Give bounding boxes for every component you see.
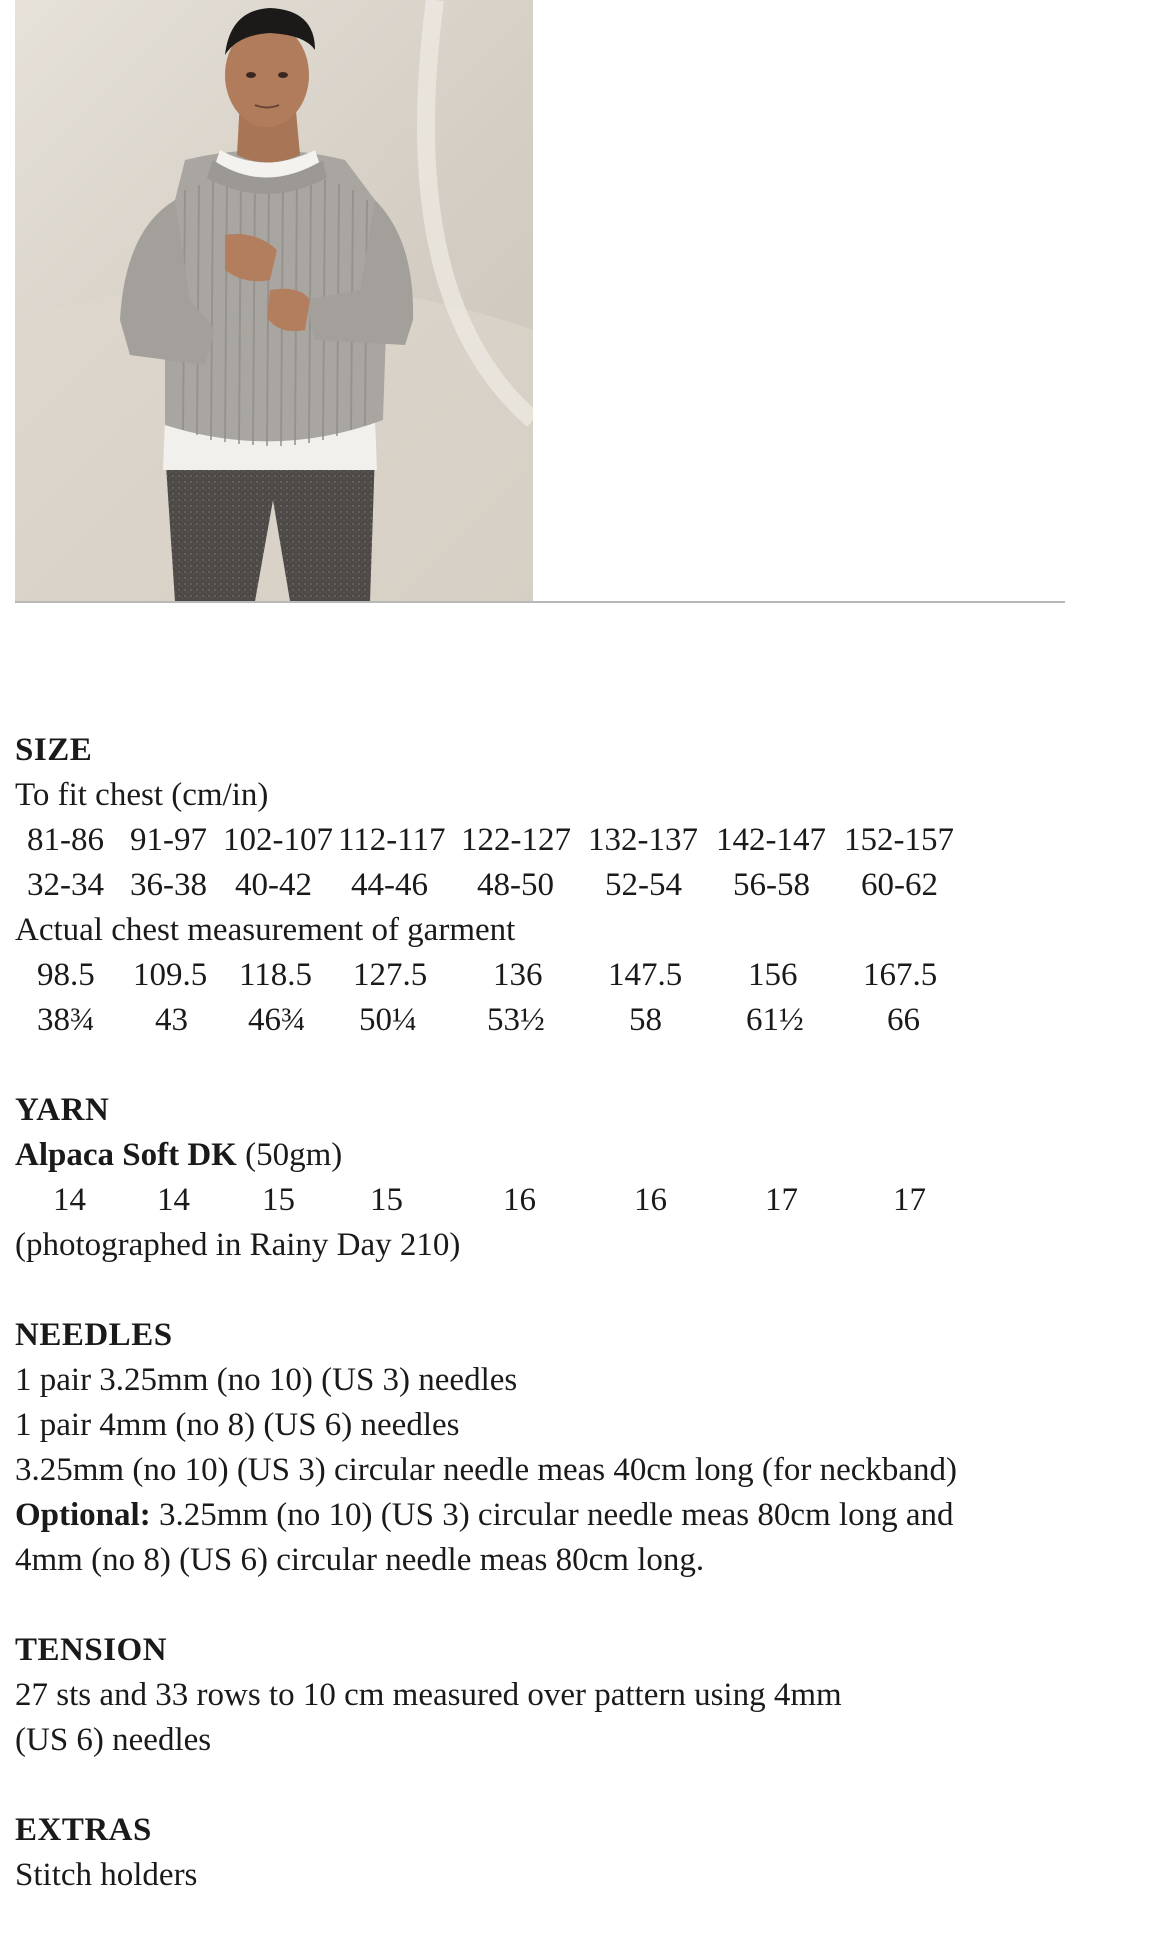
tension-line: (US 6) needles bbox=[15, 1722, 212, 1758]
needles-heading: NEEDLES bbox=[15, 1317, 173, 1353]
actual-cm-row bbox=[15, 953, 1135, 998]
yarn-photographed: (photographed in Rainy Day 210) bbox=[15, 1227, 461, 1263]
actual-in-cell: 46¾ bbox=[248, 1002, 306, 1038]
yarn-balls-cell: 14 bbox=[53, 1182, 86, 1218]
to-fit-in-cell: 52-54 bbox=[605, 867, 682, 903]
tension-heading: TENSION bbox=[15, 1632, 168, 1668]
yarn-name: Alpaca Soft DK bbox=[15, 1137, 237, 1173]
to-fit-in-cell: 32-34 bbox=[27, 867, 104, 903]
to-fit-in-cell: 56-58 bbox=[733, 867, 810, 903]
to-fit-cm-cell: 102-107 bbox=[223, 822, 333, 858]
actual-cm-cell: 147.5 bbox=[608, 957, 683, 993]
yarn-weight: (50gm) bbox=[245, 1137, 343, 1173]
actual-cm-cell: 127.5 bbox=[353, 957, 428, 993]
needles-optional-line bbox=[15, 1493, 1135, 1538]
actual-in-cell: 58 bbox=[629, 1002, 662, 1038]
actual-in-cell: 38¾ bbox=[37, 1002, 95, 1038]
actual-cm-cell: 167.5 bbox=[863, 957, 938, 993]
divider-rule bbox=[15, 601, 1065, 603]
to-fit-cm-cell: 91-97 bbox=[130, 822, 207, 858]
yarn-balls-row bbox=[15, 1178, 1135, 1223]
needles-line: 1 pair 4mm (no 8) (US 6) needles bbox=[15, 1407, 460, 1443]
to-fit-in-cell: 36-38 bbox=[130, 867, 207, 903]
actual-in-cell: 53½ bbox=[487, 1002, 545, 1038]
actual-in-cell: 61½ bbox=[746, 1002, 804, 1038]
actual-cm-cell: 156 bbox=[748, 957, 798, 993]
size-heading: SIZE bbox=[15, 732, 93, 768]
yarn-balls-cell: 16 bbox=[503, 1182, 536, 1218]
actual-in-cell: 66 bbox=[887, 1002, 920, 1038]
to-fit-label: To fit chest (cm/in) bbox=[15, 777, 269, 813]
to-fit-cm-cell: 142-147 bbox=[716, 822, 826, 858]
pattern-info bbox=[15, 728, 1135, 1898]
yarn-balls-cell: 15 bbox=[262, 1182, 295, 1218]
actual-in-cell: 43 bbox=[155, 1002, 188, 1038]
actual-cm-cell: 98.5 bbox=[37, 957, 95, 993]
to-fit-in-cell: 48-50 bbox=[477, 867, 554, 903]
model-photo bbox=[15, 0, 533, 601]
actual-chest-label: Actual chest measurement of garment bbox=[15, 912, 516, 948]
yarn-balls-cell: 16 bbox=[634, 1182, 667, 1218]
actual-in-cell: 50¼ bbox=[359, 1002, 417, 1038]
actual-cm-cell: 109.5 bbox=[133, 957, 208, 993]
to-fit-cm-cell: 132-137 bbox=[588, 822, 698, 858]
actual-in-row bbox=[15, 998, 1135, 1043]
to-fit-cm-row bbox=[15, 818, 1135, 863]
yarn-balls-cell: 14 bbox=[157, 1182, 190, 1218]
to-fit-in-cell: 40-42 bbox=[235, 867, 312, 903]
yarn-balls-cell: 15 bbox=[370, 1182, 403, 1218]
extras-line: Stitch holders bbox=[15, 1857, 198, 1893]
to-fit-cm-cell: 81-86 bbox=[27, 822, 104, 858]
actual-cm-cell: 118.5 bbox=[239, 957, 313, 993]
optional-text: 3.25mm (no 10) (US 3) circular needle meas 80cm long and bbox=[158, 1497, 954, 1533]
needles-line: 1 pair 3.25mm (no 10) (US 3) needles bbox=[15, 1362, 518, 1398]
yarn-balls-cell: 17 bbox=[893, 1182, 926, 1218]
yarn-heading: YARN bbox=[15, 1092, 110, 1128]
needles-line: 4mm (no 8) (US 6) circular needle meas 80cm long. bbox=[15, 1542, 705, 1578]
yarn-name-line bbox=[15, 1133, 1135, 1178]
needles-line: 3.25mm (no 10) (US 3) circular needle meas 40cm long (for neckband) bbox=[15, 1452, 958, 1488]
to-fit-cm-cell: 112-117 bbox=[338, 822, 446, 858]
model-illustration bbox=[15, 0, 533, 601]
yarn-balls-cell: 17 bbox=[765, 1182, 798, 1218]
optional-label: Optional: bbox=[15, 1497, 151, 1533]
to-fit-cm-cell: 122-127 bbox=[461, 822, 571, 858]
actual-cm-cell: 136 bbox=[493, 957, 543, 993]
to-fit-cm-cell: 152-157 bbox=[844, 822, 954, 858]
tension-line: 27 sts and 33 rows to 10 cm measured over pattern using 4mm bbox=[15, 1677, 842, 1713]
to-fit-in-cell: 60-62 bbox=[861, 867, 938, 903]
to-fit-in-cell: 44-46 bbox=[351, 867, 428, 903]
to-fit-in-row bbox=[15, 863, 1135, 908]
extras-heading: EXTRAS bbox=[15, 1812, 152, 1848]
